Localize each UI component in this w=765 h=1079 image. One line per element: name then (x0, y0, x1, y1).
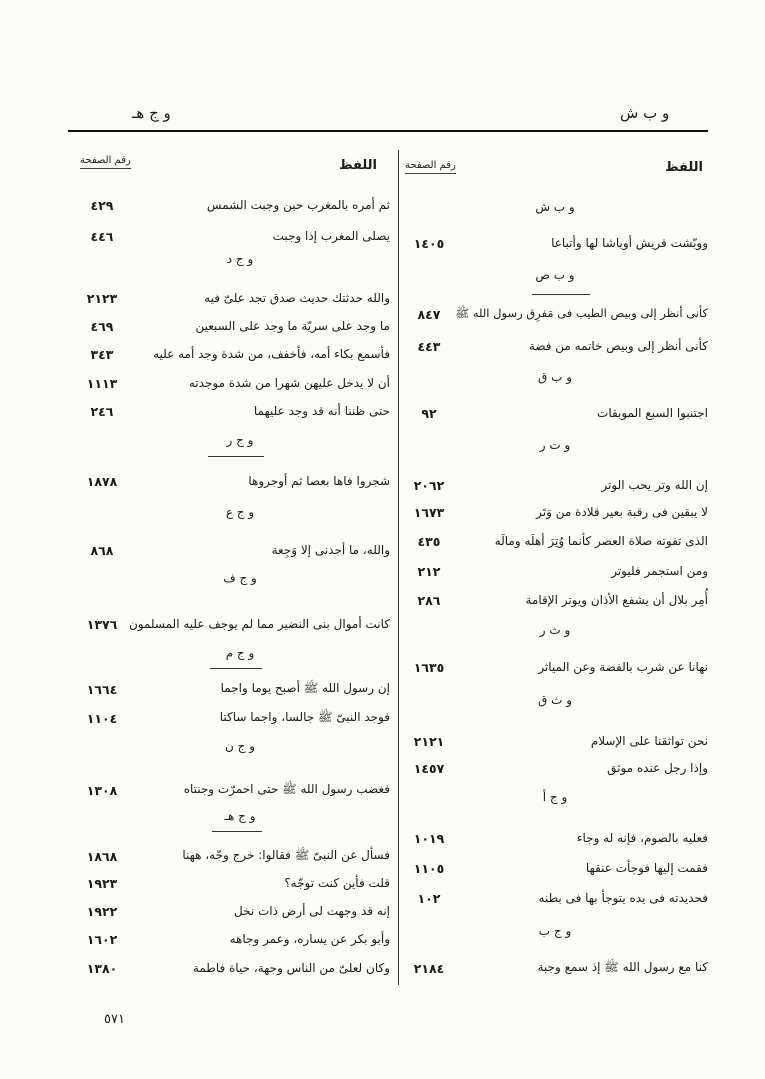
entry-page-number: ٣٤٣ (90, 346, 114, 362)
entry-page-number: ١٦٠٢ (86, 931, 118, 947)
root-heading: و ج أ (542, 790, 568, 804)
index-entry (403, 590, 708, 610)
index-entry (403, 758, 708, 778)
heading-rule (212, 831, 262, 832)
entry-phrase: فسأل عن النبىّ ﷺ فقالوا: خرج وجّه، ههنا (182, 847, 390, 862)
index-entry (76, 288, 390, 308)
entry-phrase: ومن استجمر فليوتر (611, 564, 708, 578)
entry-phrase: إنه قد وجهت لى أرض ذات نخل (234, 904, 390, 918)
entry-page-number: ٢١٢١ (413, 733, 445, 749)
right-column-page-header: رقم الصفحة (405, 160, 456, 174)
root-heading: و ج ف (223, 571, 257, 585)
entry-page-number: ١٦٣٥ (413, 659, 445, 675)
entry-page-number: ١٠٢ (417, 890, 441, 906)
entry-phrase: إن رسول الله ﷺ أصبح يوما واجما (220, 680, 390, 695)
entry-phrase: كانت أموال بنى النضير مما لم يوجف عليه المسلمون (128, 617, 390, 631)
left-column-word-header: اللفظ (339, 158, 377, 173)
entry-page-number: ٤٢٩ (90, 197, 114, 213)
entry-page-number: ١١٠٤ (86, 710, 118, 726)
entry-page-number: ٢١٢٣ (86, 290, 118, 306)
entry-page-number: ٤٣٥ (417, 533, 441, 549)
index-entry (403, 958, 708, 978)
entry-page-number: ٨٦٨ (90, 542, 114, 558)
entry-phrase: شجروا فاها بعصا ثم أوجروها (248, 474, 390, 488)
header-rule (68, 130, 708, 132)
entry-page-number: ١٤٥٧ (413, 760, 445, 776)
index-entry (76, 780, 390, 800)
entry-page-number: ٢١٨٤ (413, 960, 445, 976)
column-divider (398, 150, 399, 985)
entry-phrase: فعليه بالصوم، فإنه له وجاء (576, 831, 708, 845)
running-head-left: و ج هـ (132, 104, 171, 122)
entry-phrase: كأنى أنظر إلى وبيص خاتمه من فضة (528, 339, 708, 353)
root-heading: و ب ش (535, 200, 575, 214)
heading-rule (210, 668, 262, 669)
entry-page-number: ١٣٠٨ (86, 782, 118, 798)
entry-phrase: كنا مع رسول الله ﷺ إذ سمع وجبة (537, 959, 708, 974)
entry-phrase: إن الله وتر يحب الوتر (601, 478, 708, 492)
entry-page-number: ٨٤٧ (417, 306, 441, 322)
entry-phrase: كأنى أنظر إلى وبيص الطيب فى مَفرِق رسول الله ﷺ (455, 305, 708, 320)
heading-rule (208, 456, 264, 457)
entry-phrase: نهانا عن شرب بالفضة وعن المياثر (538, 660, 708, 674)
index-entry (76, 614, 390, 634)
root-heading: و ج د (226, 252, 254, 266)
entry-phrase: قلت فأين كنت توجّه؟ (284, 876, 390, 890)
entry-phrase: لا يبقين فى رقبة بعير قلادة من وَتَر (536, 505, 708, 519)
entry-page-number: ٢١٢ (417, 563, 441, 579)
index-entry (76, 226, 390, 246)
right-column-word-header: اللفظ (665, 160, 703, 175)
index-entry (403, 304, 708, 324)
index-entry (403, 233, 708, 253)
entry-phrase: فأسمع بكاء أمه، فأخفف، من شدة وجد أمه عليه (153, 347, 390, 361)
entry-phrase: وأبو بكر عن يساره، وعمر وجاهه (229, 932, 390, 946)
heading-rule (532, 294, 590, 295)
root-heading: و ج ن (225, 739, 255, 753)
root-heading: و ج ع (225, 505, 255, 519)
root-heading: و ج ر (226, 433, 254, 447)
root-heading: و ب ص (535, 268, 575, 282)
index-entry (403, 336, 708, 356)
index-entry (76, 708, 390, 728)
index-entry (76, 471, 390, 491)
entry-page-number: ١٦٧٣ (413, 504, 445, 520)
entry-phrase: ما وجد على سريّة ما وجد على السبعين (195, 319, 390, 333)
index-entry (403, 731, 708, 751)
entry-page-number: ٢٤٦ (90, 403, 114, 419)
index-entry (76, 929, 390, 949)
entry-phrase: فغضب رسول الله ﷺ حتى احمرّت وجنتاه (183, 781, 390, 796)
root-heading: و ج هـ (224, 809, 256, 823)
index-entry (76, 344, 390, 364)
root-heading: و ب ق (537, 370, 573, 384)
entry-phrase: فحديدته فى يده يتوجأ بها فى بطنه (538, 891, 708, 905)
left-column-page-header: رقم الصفحة (80, 155, 131, 169)
index-entry (403, 475, 708, 495)
index-entry (403, 531, 708, 551)
entry-phrase: الذى تفوته صلاة العصر كأنما وُتِرَ أهلَه ومالَه (494, 534, 708, 548)
entry-page-number: ٤٦٩ (90, 318, 114, 334)
index-entry (403, 888, 708, 908)
index-entry (403, 403, 708, 423)
root-heading: و ج م (225, 646, 255, 660)
index-entry (76, 873, 390, 893)
entry-phrase: فقمت إليها فوجأت عنقها (585, 861, 708, 875)
entry-page-number: ١١١٣ (86, 375, 118, 391)
entry-phrase: ووبّشت قريش أوباشا لها وأتباعا (551, 236, 708, 250)
entry-page-number: ٢٠٦٢ (413, 477, 445, 493)
entry-page-number: ١٨٧٨ (86, 473, 118, 489)
entry-page-number: ١٦٦٤ (86, 681, 118, 697)
entry-page-number: ٤٤٣ (417, 338, 441, 354)
entry-phrase: حتى ظننا أنه قد وجد عليهما (253, 404, 390, 418)
entry-phrase: والله، ما أجدنى إلا وَجِعة (271, 543, 390, 557)
entry-phrase: ثم أمره بالمغرب حين وجبت الشمس (206, 198, 390, 212)
index-entry (76, 846, 390, 866)
entry-page-number: ٩٢ (421, 405, 437, 421)
index-entry (403, 858, 708, 878)
index-entry (76, 373, 390, 393)
entry-phrase: نحن تواثقنا على الإسلام (590, 734, 708, 748)
index-entry (403, 657, 708, 677)
entry-phrase: فوجد النبىّ ﷺ جالسا، واجما ساكتا (219, 709, 390, 724)
index-entry (76, 901, 390, 921)
entry-page-number: ١٩٢٢ (86, 903, 118, 919)
root-heading: و ت ر (539, 438, 571, 452)
root-heading: و ث ر (539, 623, 571, 637)
entry-page-number: ١٩٢٣ (86, 875, 118, 891)
entry-page-number: ١٤٠٥ (413, 235, 445, 251)
entry-page-number: ١٨٦٨ (86, 848, 118, 864)
root-heading: و ج ب (538, 924, 572, 938)
entry-phrase: أُمِر بلال أن يشفع الأذان ويوتر الإقامة (525, 593, 708, 607)
entry-phrase: أن لا يدخل عليهن شهرا من شدة موجدته (188, 376, 390, 390)
entry-phrase: وكان لعلىّ من الناس وجهة، حياة فاطمة (192, 961, 390, 975)
index-entry (403, 828, 708, 848)
index-entry (76, 540, 390, 560)
entry-phrase: يصلى المغرب إذا وجبت (272, 229, 390, 243)
index-entry (76, 316, 390, 336)
index-entry (76, 401, 390, 421)
entry-page-number: ١٣٧٦ (86, 616, 118, 632)
entry-page-number: ٢٨٦ (417, 592, 441, 608)
entry-page-number: ١٣٨٠ (86, 960, 118, 976)
index-entry (76, 679, 390, 699)
entry-phrase: اجتنبوا السبع الموبقات (597, 406, 708, 420)
index-entry (76, 958, 390, 978)
index-entry (76, 195, 390, 215)
running-head-right: و ب ش (620, 104, 670, 122)
entry-phrase: والله حدثتك حديث صدق تجد علىّ فيه (204, 291, 390, 305)
entry-page-number: ١٠١٩ (413, 830, 445, 846)
entry-page-number: ٤٤٦ (90, 228, 114, 244)
entry-phrase: وإذا رجل عنده موثق (607, 761, 708, 775)
index-entry (403, 502, 708, 522)
entry-page-number: ١١٠٥ (413, 860, 445, 876)
index-entry (403, 561, 708, 581)
page-number: ٥٧١ (104, 1012, 125, 1027)
root-heading: و ث ق (537, 693, 573, 707)
